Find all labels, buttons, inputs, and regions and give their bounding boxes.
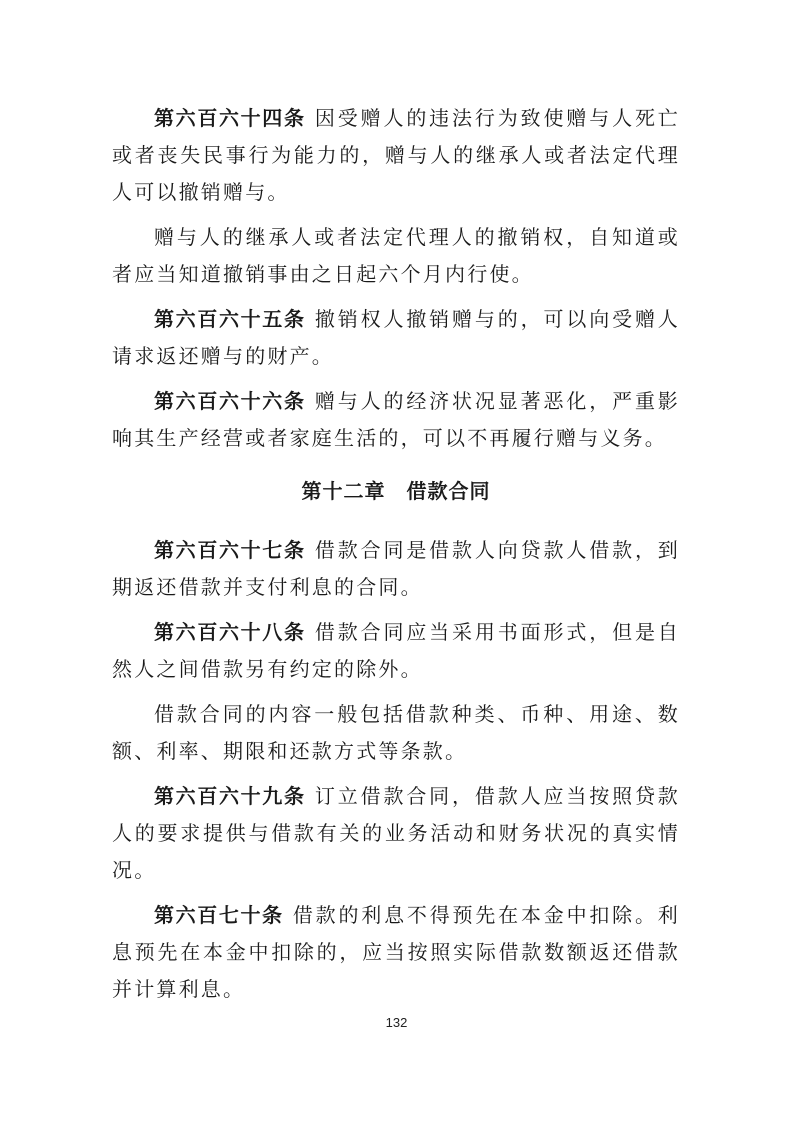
article-text: 借款合同的内容一般包括借款种类、币种、用途、数额、利率、期限和还款方式等条款。 [112, 702, 680, 763]
article-text: 借款合同应当采用书面形式，但是自然人之间借款另有约定的除外。 [112, 620, 681, 681]
page-content [112, 100, 680, 1016]
article-669 [112, 778, 680, 889]
article-text: 借款合同是借款人向贷款人借款，到期返还借款并支付利息的合同。 [112, 538, 681, 599]
article-number: 第六百六十九条 [154, 784, 306, 808]
article-number: 第六百六十八条 [154, 620, 306, 644]
article-text: 赠与人的经济状况显著恶化，严重影响其生产经营或者家庭生活的，可以不再履行赠与义务。 [112, 389, 681, 450]
article-number: 第六百六十五条 [154, 307, 306, 331]
article-number: 第六百六十四条 [154, 106, 306, 130]
article-664 [112, 100, 680, 211]
article-668-paragraph-2 [112, 696, 680, 770]
article-text: 因受赠人的违法行为致使赠与人死亡或者丧失民事行为能力的，赠与人的继承人或者法定代理人可以撤销赠与。 [112, 106, 681, 204]
article-text: 借款的利息不得预先在本金中扣除。利息预先在本金中扣除的，应当按照实际借款数额返还借款并计算利息。 [112, 903, 681, 1001]
article-665 [112, 301, 680, 375]
page-number: 132 [385, 1015, 408, 1030]
article-number: 第六百七十条 [154, 903, 284, 927]
article-664-paragraph-2 [112, 219, 680, 293]
article-text: 订立借款合同，借款人应当按照贷款人的要求提供与借款有关的业务活动和财务状况的真实情况。 [112, 784, 681, 882]
article-text: 撤销权人撤销赠与的，可以向受赠人请求返还赠与的财产。 [112, 307, 681, 368]
article-668 [112, 614, 680, 688]
article-number: 第六百六十七条 [154, 538, 306, 562]
article-666 [112, 383, 680, 457]
article-number: 第六百六十六条 [154, 389, 306, 413]
article-670 [112, 897, 680, 1008]
chapter-title: 第十二章 借款合同 [301, 479, 491, 503]
article-667 [112, 532, 680, 606]
article-text: 赠与人的继承人或者法定代理人的撤销权，自知道或者应当知道撤销事由之日起六个月内行使。 [112, 225, 680, 286]
